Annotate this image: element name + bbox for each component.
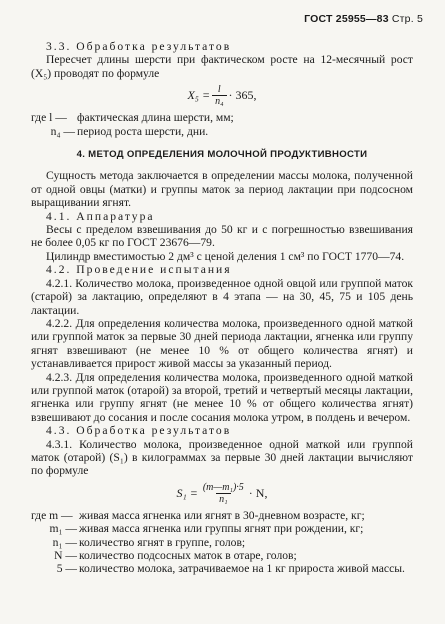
definition-row xyxy=(31,111,413,124)
heading-3-3: 3.3. Обработка результатов xyxy=(46,40,232,53)
paragraph-4-1-cylinder: Цилиндр вместимостью 2 дм³ с ценой деления 1 см³ по ГОСТ 1770—74. xyxy=(46,249,405,263)
formula-x5-fraction xyxy=(212,84,226,107)
definition-symbol: N — xyxy=(54,549,77,562)
formula-s1 xyxy=(31,482,413,505)
formula-s1-fraction xyxy=(200,482,247,505)
definitions-4-3 xyxy=(31,509,413,576)
definition-row xyxy=(31,549,413,562)
page-content xyxy=(31,40,413,576)
definition-row xyxy=(31,536,413,549)
definition-row xyxy=(31,125,413,138)
page-header xyxy=(304,13,423,25)
definition-symbol: 5 — xyxy=(56,562,77,576)
definition-text: количество ягнят в группе, голов; xyxy=(79,535,246,549)
formula-s1-rhs: · N, xyxy=(248,485,268,500)
heading-4-1: 4.1. Аппаратура xyxy=(46,209,155,223)
definition-text: количество молока, затрачиваемое на 1 кг прироста живой массы. xyxy=(79,562,405,576)
definition-symbol: где l — xyxy=(31,111,67,125)
definition-row xyxy=(31,522,413,535)
heading-4-2: 4.2. Проведение испытания xyxy=(46,263,232,277)
definition-text: фактическая длина шерсти, мм; xyxy=(77,111,234,125)
paragraph-4-2-3: 4.2.3. Для определения количества молока, произведенного одной маткой или группой маток (отарой) за второй, третий и четвертый месяцы лактации, ягненка или группу ягнят (не менее 10 % от общего количества ягнят) взвешивают до сосания и после сосания молока утром, в полдень и вечером. xyxy=(31,370,413,424)
paragraph-4-2-1: 4.2.1. Количество молока, произведенное одной овцой или группой маток (старой) за лактацию, определяют в 4 этапа — на 30, 45, 75 и 105 день лактации. xyxy=(31,276,413,317)
paragraph-3-3: Пересчет длины шерсти при фактическом росте на 12-месячный рост (X₅) проводят по формуле xyxy=(31,53,413,80)
formula-x5-denominator: n₄ xyxy=(212,95,226,107)
formula-x5 xyxy=(31,84,413,107)
paragraph-4-3-1: 4.3.1. Количество молока, произведенное одной маткой или группой маток (отарой) (S₁) в килограммах за первые 30 дней лактации вычисляют по формуле xyxy=(31,437,413,478)
paragraph-4-1-scales: Весы с пределом взвешивания до 50 кг и с погрешностью взвешивания не более 0,05 кг по ГОСТ 23676—79. xyxy=(31,223,413,250)
formula-x5-numerator: l xyxy=(217,84,221,96)
paragraph-intro: Сущность метода заключается в определении массы молока, полученной от одной овцы (матки) и группы маток за период лактации при подсосном выращивании ягнят. xyxy=(31,169,413,210)
definition-row xyxy=(31,562,413,575)
formula-x5-rhs: · 365, xyxy=(228,88,257,103)
formula-x5-lhs: X₅ = xyxy=(187,88,211,103)
definitions-3-3 xyxy=(31,111,413,138)
definition-text: живая масса ягненка или группы ягнят при рождении, кг; xyxy=(79,522,364,536)
definition-text: живая масса ягненка или ягнят в 30-дневном возрасте, кг; xyxy=(79,508,365,522)
formula-s1-denominator: n₁ xyxy=(216,493,230,505)
definition-symbol: m₁ — xyxy=(49,522,77,536)
formula-s1-numerator: (m—m₁)·5 xyxy=(202,481,244,493)
definition-symbol: где m — xyxy=(31,508,73,522)
page-number: Стр. 5 xyxy=(391,13,423,25)
definition-text: количество подсосных маток в отаре, голов; xyxy=(79,549,297,562)
definition-symbol: n₁ — xyxy=(52,535,77,549)
definition-symbol: n₄ — xyxy=(50,124,75,138)
definition-row xyxy=(31,509,413,522)
definition-text: период роста шерсти, дни. xyxy=(77,124,209,138)
heading-4-3: 4.3. Обработка результатов xyxy=(46,424,232,438)
standard-number: ГОСТ 25955—83 xyxy=(304,13,389,25)
section-4-title: 4. МЕТОД ОПРЕДЕЛЕНИЯ МОЛОЧНОЙ ПРОДУКТИВНОСТИ xyxy=(76,149,368,161)
formula-s1-lhs: S₁ = xyxy=(176,485,198,500)
paragraph-4-2-2: 4.2.2. Для определения количества молока, произведенного одной маткой или группой маток за первые 30 дней периода лактации, ягненка или группу ягнят взвешивают (не менее 10 % от общего количества ягнят) и устанавливается прирост живой массы за указанный период. xyxy=(31,316,413,371)
